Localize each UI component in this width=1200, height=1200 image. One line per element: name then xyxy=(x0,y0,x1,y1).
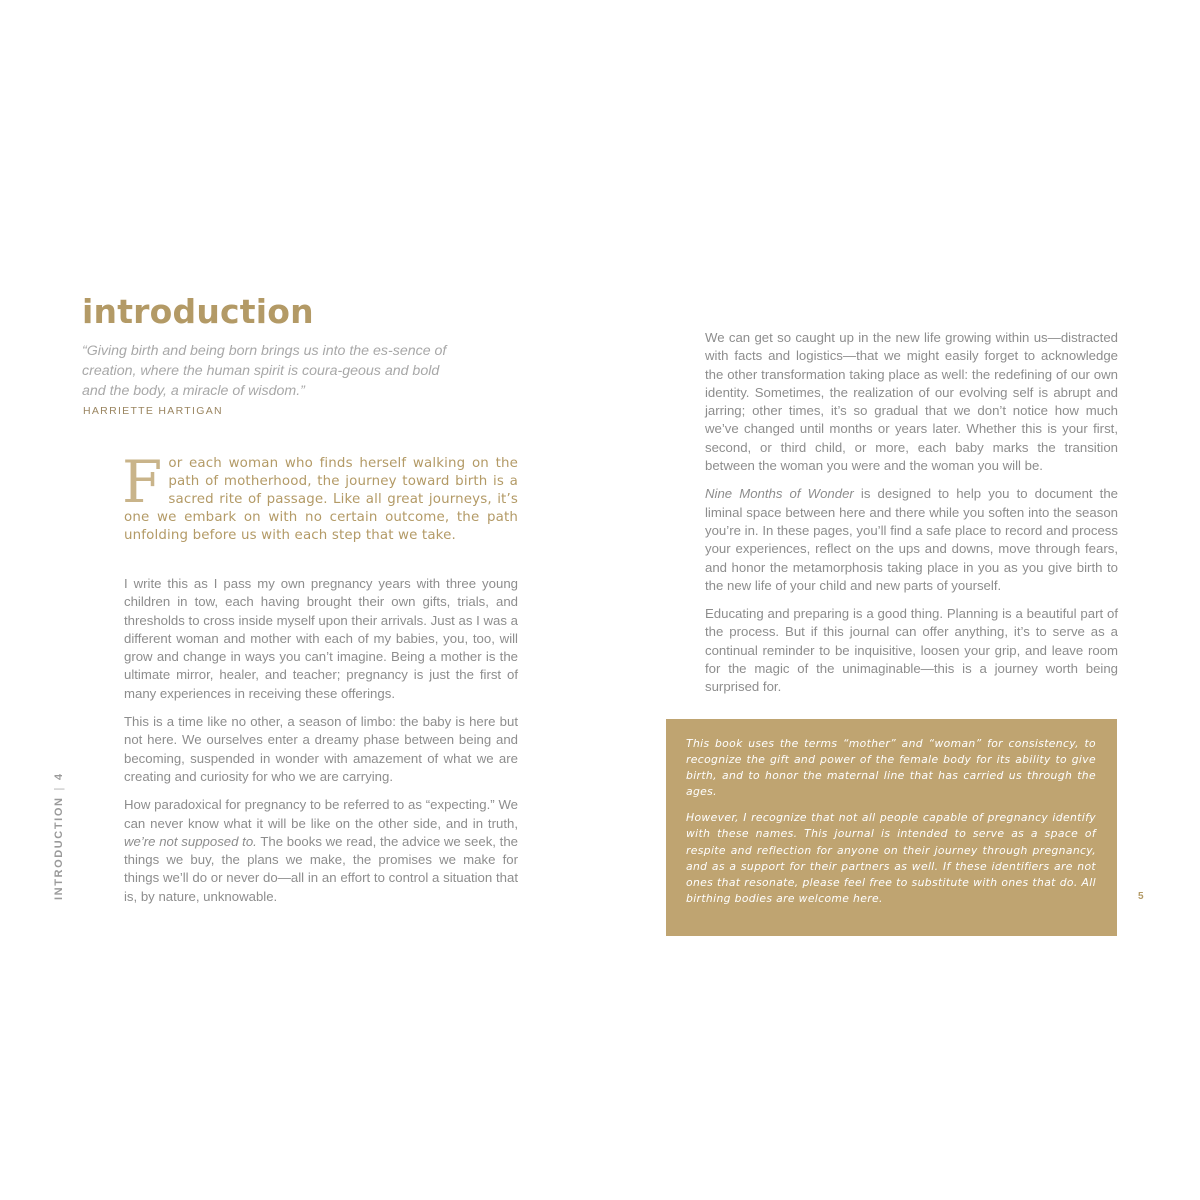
note-paragraph: This book uses the terms “mother” and “woman” for consistency, to recognize the gift and power of the female body for its ability to give birth, and to honor the maternal line that has carried us through the ages. xyxy=(686,737,1096,799)
book-title-italic: Nine Months of Wonder xyxy=(705,486,854,502)
body-paragraph: This is a time like no other, a season of limbo: the baby is here but not here. We ourselves enter a dreamy phase between being and becoming, suspended in wonder with amazement of what we are creating and curiosity for who we are carrying. xyxy=(124,714,518,784)
body-paragraph: We can get so caught up in the new life growing within us—distracted with facts and logistics—that we might easily forget to acknowledge the other transformation taking place as well: the redefining of our own identity. Sometimes, the realization of our evolving self is abrupt and jarring; other times, it’s so gradual that we don’t notice how much we’ve changed until months or years later. Whether this is your first, second, or third child, or more, each baby marks the transition between the woman you were and the woman you will be. xyxy=(705,330,1118,474)
paragraph-text: How paradoxical for pregnancy to be referred to as “expecting.” We can never know what it will be like on the other side, and in truth, xyxy=(124,797,518,831)
page-number: 5 xyxy=(1138,891,1144,902)
running-head-separator: | xyxy=(53,786,65,791)
right-page xyxy=(600,0,1200,1200)
right-body-column xyxy=(705,329,1118,707)
drop-cap: F xyxy=(122,448,163,516)
running-head xyxy=(53,772,65,900)
lead-text: or each woman who finds herself walking on the path of motherhood, the journey toward birth is a sacred rite of passage. Like all great journeys, it’s one we embark on with no certain outcome, the path unfolding before us with each step that we take. xyxy=(124,456,518,544)
body-paragraph xyxy=(705,485,1118,595)
running-head-section: INTRODUCTION xyxy=(53,796,65,900)
epigraph-author: HARRIETTE HARTIGAN xyxy=(83,405,223,417)
paragraph-text: is designed to help you to document the liminal space between here and there while you soften into the season you’re in. In these pages, you’ll find a safe place to record and process your experiences, reflect on the ups and downs, move through fears, and honor the metamorphosis taking place in you as you give birth to the new life of your child and new parts of yourself. xyxy=(705,486,1118,593)
lead-paragraph xyxy=(122,448,518,545)
paragraph-italic: we’re not supposed to. xyxy=(124,833,257,849)
note-paragraph: However, I recognize that not all people capable of pregnancy identify with these names. This journal is intended to serve as a space of respite and reflection for anyone on their journey through pregnancy, and as a support for their partners as well. If these identifiers are not ones that resonate, please feel free to substitute with ones that do. All birthing bodies are welcome here. xyxy=(686,811,1096,905)
body-paragraph: I write this as I pass my own pregnancy years with three young children in tow, each having brought their own gifts, trials, and thresholds to cross inside myself upon their arrivals. Just as I was a different woman and mother with each of my babies, you, too, will grow and change in ways you can’t imagine. Being a mother is the ultimate mirror, healer, and teacher; pregnancy is just the first of many experiences in receiving these offerings. xyxy=(124,576,518,701)
terminology-note-box xyxy=(666,719,1117,936)
body-paragraph: Educating and preparing is a good thing. Planning is a beautiful part of the process. But if this journal can offer anything, it’s to serve as a continual reminder to be inquisitive, loosen your grip, and leave room for the magic of the unimaginable—this is a journey worth being surprised for. xyxy=(705,606,1118,695)
epigraph-quote: “Giving birth and being born brings us into the es-sence of creation, where the human spirit is coura-geous and bold and the body, a miracle of wisdom.” xyxy=(82,343,447,399)
page-title: introduction xyxy=(82,292,314,331)
paragraph-text: The books we read, the advice we seek, the things we buy, the plans we make, the promises we make for things we’ll do or never do—all in an effort to control a situation that is, by nature, unknowable. xyxy=(124,833,518,904)
left-body-column xyxy=(124,575,518,916)
page-number: 4 xyxy=(53,772,65,780)
body-paragraph xyxy=(124,796,518,906)
